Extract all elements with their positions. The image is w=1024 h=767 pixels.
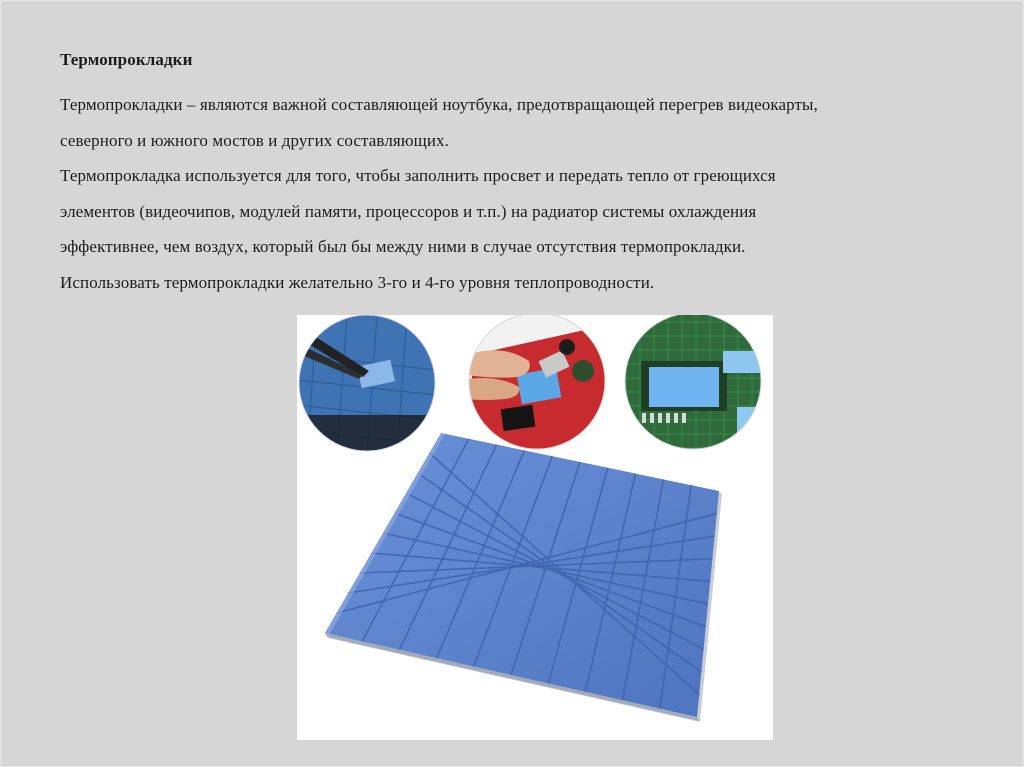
paragraph-line: эффективнее, чем воздух, который был бы между ними в случае отсутствия термопрокладки. bbox=[60, 237, 746, 256]
green-pcb-inset bbox=[623, 315, 767, 453]
slide-text bbox=[60, 50, 990, 300]
paragraph-line: элементов (видеочипов, модулей памяти, процессоров и т.п.) на радиатор системы охлаждения bbox=[60, 201, 757, 221]
red-board-inset bbox=[467, 315, 607, 455]
paragraph-line: Термопрокладки – являются важной составляющей ноутбука, предотвращающей перегрев видеокарты, bbox=[60, 95, 818, 114]
thermal-pad-photo bbox=[297, 315, 773, 740]
paragraph-line: северного и южного мостов и других составляющих. bbox=[60, 130, 449, 150]
paragraph-line: Использовать термопрокладки желательно 3-го и 4-го уровня теплопроводности. bbox=[60, 272, 655, 292]
paragraph-line: Термопрокладка используется для того, чтобы заполнить просвет и передать тепло от греющихся bbox=[60, 166, 776, 185]
thermal-pad-sheet bbox=[325, 433, 722, 722]
slide-title: Термопрокладки bbox=[60, 50, 193, 69]
